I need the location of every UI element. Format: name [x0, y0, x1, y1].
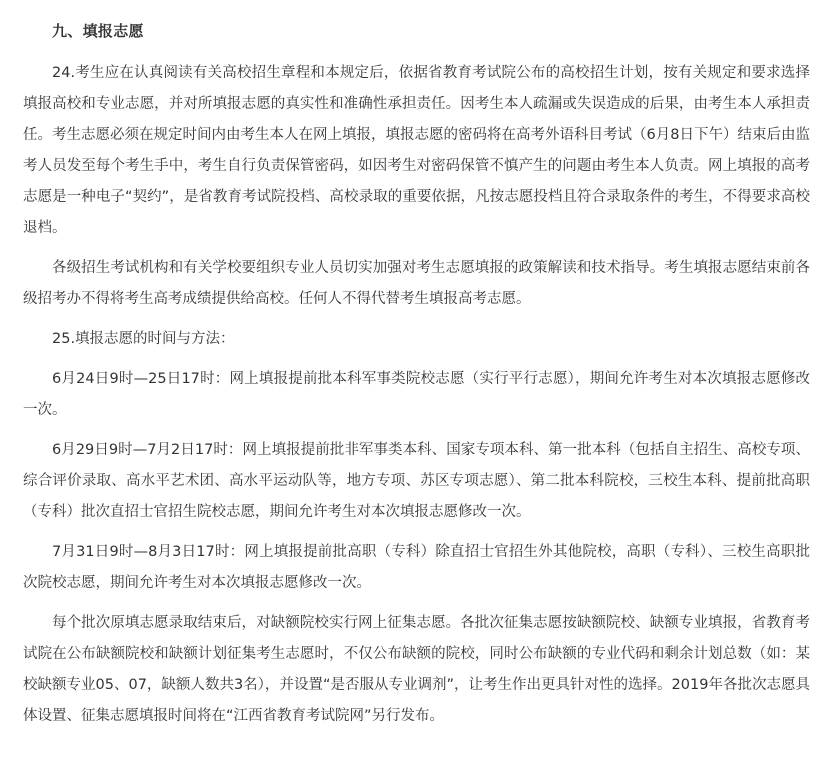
paragraph-25-title: 25.填报志愿的时间与方法：: [52, 331, 235, 347]
paragraph-24-volunteer-rules: 24.考生应在认真阅读有关高校招生章程和本规定后，依据省教育考试院公布的高校招生计划，按有关规定和要求选择填报高校和专业志愿，并对所填报志愿的真实性和准确性承担责任。因考生本人疏漏或失误造成的后果，由考生本人承担责任。考生志愿必须在规定时间内由考生本人在网上填报，填报志愿的密码将在高考外语科目考试（6月8日下午）结束后由监考人员发至每个考生手中，考生自行负责保管密码，如因考生对密码保管不慎产生的问题由考生本人负责。网上填报的高考志愿是一种电子“契约”，是省教育考试院投档、高校录取的重要依据，凡按志愿投档且符合录取条件的考生，不得要求高校退档。: [23, 65, 810, 236]
paragraph-supplementary-volunteer: 每个批次原填志愿录取结束后，对缺额院校实行网上征集志愿。各批次征集志愿按缺额院校、缺额专业填报，省教育考试院在公布缺额院校和缺额计划征集考生志愿时，不仅公布缺额的院校，同时公布缺额的专业代码和剩余计划总数（如：某校缺额专业05、07，缺额人数共3名），并设置“是否服从专业调剂”，让考生作出更具针对性的选择。2019年各批次志愿具体设置、征集志愿填报时间将在“江西省教育考试院网”另行发布。: [23, 615, 810, 724]
section-heading: 九、填报志愿: [52, 22, 144, 40]
paragraph-schedule-july-31: 7月31日9时—8月3日17时：网上填报提前批高职（专科）除直招士官招生外其他院校，高职（专科）、三校生高职批次院校志愿，期间允许考生对本次填报志愿修改一次。: [23, 544, 810, 591]
paragraph-schedule-june-29: 6月29日9时—7月2日17时：网上填报提前批非军事类本科、国家专项本科、第一批本科（包括自主招生、高校专项、综合评价录取、高水平艺术团、高水平运动队等，地方专项、苏区专项志愿）、第二批本科院校，三校生本科、提前批高职（专科）批次直招士官招生院校志愿，期间允许考生对本次填报志愿修改一次。: [23, 442, 810, 520]
paragraph-schedule-june-24: 6月24日9时—25日17时：网上填报提前批本科军事类院校志愿（实行平行志愿），期间允许考生对本次填报志愿修改一次。: [23, 371, 810, 418]
paragraph-guidance: 各级招生考试机构和有关学校要组织专业人员切实加强对考生志愿填报的政策解读和技术指导。考生填报志愿结束前各级招考办不得将考生高考成绩提供给高校。任何人不得代替考生填报高考志愿。: [23, 260, 810, 307]
